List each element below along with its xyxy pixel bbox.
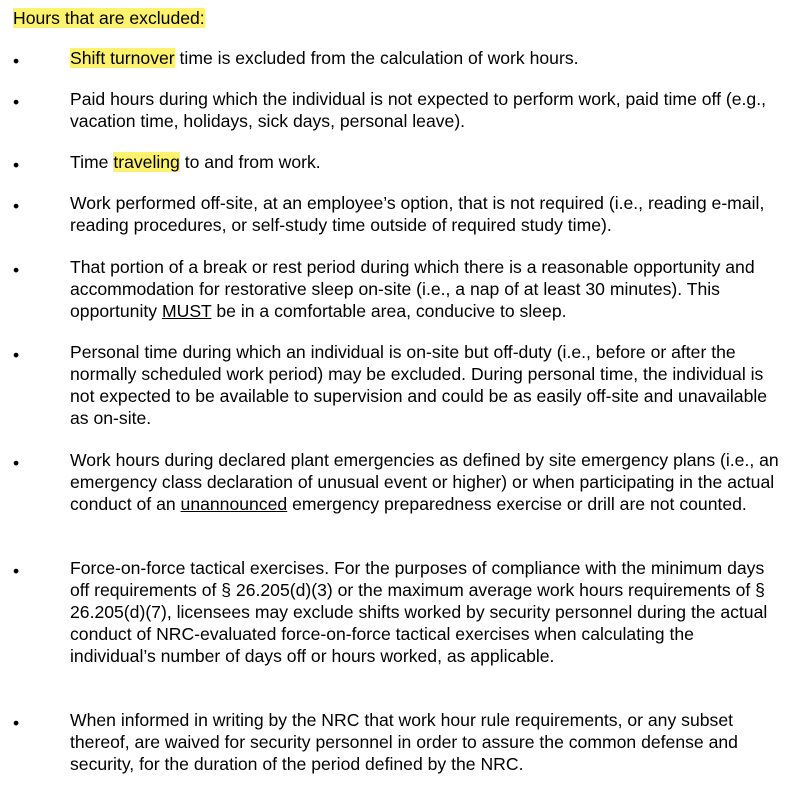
bullet-icon: •	[13, 713, 20, 733]
underlined-term: MUST	[161, 301, 212, 321]
list-item-paid-hours: Paid hours during which the individual is not expected to perform work, paid time off (e.g., vacation time, holidays, sick days, personal leave).	[70, 89, 766, 131]
list-item-personal-time: Personal time during which an individual is on-site but off-duty (i.e., before or after the normally scheduled work period) may be excluded. During personal time, the individual is not expected to be available to supervision and could be as easily off-site and unavailable as on-site.	[70, 342, 768, 428]
heading-highlight: Hours that are excluded:	[13, 8, 205, 28]
item-text: time is excluded from the calculation of work hours.	[174, 48, 579, 68]
item-text: Work hours during declared plant emergencies as defined by site emergency plans (i.e., an emergency class declaration of unusual event or higher) or when participating in the actual conduct of an	[70, 450, 779, 514]
list-item-nrc-waiver: When informed in writing by the NRC that work hour rule requirements, or any subset thereof, are waived for security personnel in order to assure the common defense and security, for the duration of the period defined by the NRC.	[70, 710, 738, 774]
bullet-icon: •	[13, 561, 20, 581]
list-item-plant-emergencies	[70, 449, 782, 515]
list-item-off-site-work: Work performed off-site, at an employee’s option, that is not required (i.e., reading e-mail, reading procedures, or self-study time outside of required study time).	[70, 193, 765, 235]
list-item-traveling	[70, 151, 782, 173]
highlighted-term: Shift turnover	[70, 48, 175, 68]
item-text: be in a comfortable area, conducive to sleep.	[211, 301, 567, 321]
bullet-icon: •	[13, 196, 20, 216]
item-text: That portion of a break or rest period during which there is a reasonable opportunity and accommodation for restorative sleep on-site (i.e., a nap of at least 30 minutes). This opportunity	[70, 257, 755, 321]
bullet-icon: •	[13, 260, 20, 280]
item-text: emergency preparedness exercise or drill are not counted.	[287, 494, 747, 514]
list-item-shift-turnover	[70, 47, 782, 69]
underlined-term: unannounced	[180, 494, 288, 514]
excluded-hours-heading	[13, 7, 205, 29]
highlighted-term: traveling	[113, 152, 180, 172]
list-item-force-on-force: Force-on-force tactical exercises. For the purposes of compliance with the minimum days off requirements of § 26.205(d)(3) or the maximum average work hours requirements of § 26.205(d)(7), licensees may exclude shifts worked by security personnel during the actual conduct of NRC-evaluated force-on-force tactical exercises when calculating the individual’s number of days off or hours worked, as applicable.	[70, 558, 768, 666]
bullet-icon: •	[13, 155, 20, 175]
list-item-rest-period	[70, 256, 782, 322]
bullet-icon: •	[13, 51, 20, 71]
bullet-icon: •	[13, 345, 20, 365]
bullet-icon: •	[13, 92, 20, 112]
bullet-icon: •	[13, 453, 20, 473]
item-text: to and from work.	[179, 152, 321, 172]
item-text: Time	[70, 152, 114, 172]
